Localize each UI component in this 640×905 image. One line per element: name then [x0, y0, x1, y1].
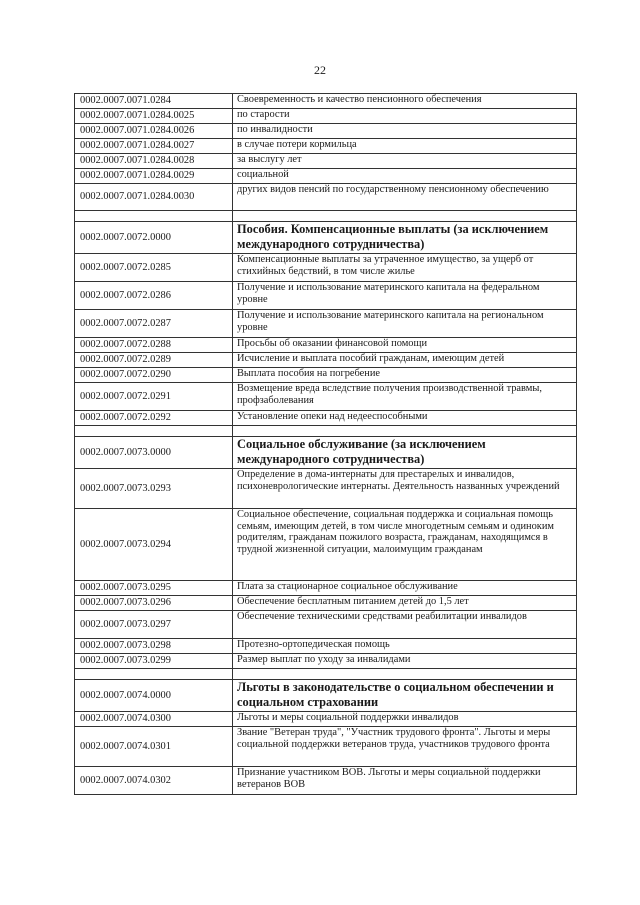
row-code: 0002.0007.0073.0294	[75, 509, 233, 581]
table-row	[75, 139, 577, 154]
row-title: Плата за стационарное социальное обслуживание	[233, 581, 577, 596]
row-title: Обеспечение техническими средствами реабилитации инвалидов	[233, 611, 577, 639]
row-code: 0002.0007.0071.0284.0028	[75, 154, 233, 169]
table-row	[75, 154, 577, 169]
page-number: 22	[314, 63, 326, 77]
row-title: Льготы и меры социальной поддержки инвалидов	[233, 712, 577, 727]
row-code: 0002.0007.0073.0296	[75, 596, 233, 611]
row-title: за выслугу лет	[233, 154, 577, 169]
section-code: 0002.0007.0074.0000	[75, 680, 233, 712]
row-code: 0002.0007.0072.0292	[75, 411, 233, 426]
row-title: Выплата пособия на погребение	[233, 368, 577, 383]
row-title: Получение и использование материнского капитала на федеральном уровне	[233, 282, 577, 310]
row-code: 0002.0007.0071.0284.0029	[75, 169, 233, 184]
row-code: 0002.0007.0072.0287	[75, 310, 233, 338]
row-code: 0002.0007.0071.0284.0030	[75, 184, 233, 211]
section-title: Пособия. Компенсационные выплаты (за исключением международного сотрудничества)	[233, 222, 577, 254]
row-code: 0002.0007.0072.0286	[75, 282, 233, 310]
table-row	[75, 94, 577, 109]
table-row	[75, 767, 577, 795]
table-row	[75, 611, 577, 639]
row-title: Признание участником ВОВ. Льготы и меры социальной поддержки ветеранов ВОВ	[233, 767, 577, 795]
row-title: Получение и использование материнского капитала на региональном уровне	[233, 310, 577, 338]
row-title: Размер выплат по уходу за инвалидами	[233, 654, 577, 669]
row-title: Своевременность и качество пенсионного обеспечения	[233, 94, 577, 109]
table-row	[75, 509, 577, 581]
row-code: 0002.0007.0074.0301	[75, 727, 233, 767]
table-row	[75, 368, 577, 383]
row-title: в случае потери кормильца	[233, 139, 577, 154]
table-row	[75, 124, 577, 139]
row-code: 0002.0007.0073.0295	[75, 581, 233, 596]
table-row	[75, 581, 577, 596]
section-row	[75, 222, 577, 254]
section-row	[75, 437, 577, 469]
row-title: других видов пенсий по государственному пенсионному обеспечению	[233, 184, 577, 211]
row-title: Протезно-ортопедическая помощь	[233, 639, 577, 654]
row-title: Установление опеки над недееспособными	[233, 411, 577, 426]
table-row	[75, 383, 577, 411]
row-code: 0002.0007.0072.0288	[75, 338, 233, 353]
row-title: Просьбы об оказании финансовой помощи	[233, 338, 577, 353]
table-row	[75, 639, 577, 654]
row-code: 0002.0007.0072.0291	[75, 383, 233, 411]
row-code: 0002.0007.0071.0284	[75, 94, 233, 109]
table-row	[75, 469, 577, 509]
row-title: Определение в дома-интернаты для престарелых и инвалидов, психоневрологические интернаты. Деятельность названных учреждений	[233, 469, 577, 509]
row-code: 0002.0007.0074.0302	[75, 767, 233, 795]
row-code: 0002.0007.0073.0299	[75, 654, 233, 669]
table-row	[75, 353, 577, 368]
row-title: Социальное обеспечение, социальная поддержка и социальная помощь семьям, имеющим детей, в том числе многодетным семьям и одиноким родителям, гражданам пожилого возраста, гражданам, находящимся в трудной жизненной ситуации, малоимущим гражданам	[233, 509, 577, 581]
row-code: 0002.0007.0072.0289	[75, 353, 233, 368]
table-row	[75, 169, 577, 184]
row-code: 0002.0007.0073.0293	[75, 469, 233, 509]
row-title: Исчисление и выплата пособий гражданам, имеющим детей	[233, 353, 577, 368]
row-code: 0002.0007.0073.0298	[75, 639, 233, 654]
table-row	[75, 109, 577, 124]
row-title: Звание "Ветеран труда", "Участник трудового фронта". Льготы и меры социальной поддержки ветеранов труда, участников трудового фронта	[233, 727, 577, 767]
table-row	[75, 411, 577, 426]
spacer-row	[75, 426, 577, 437]
row-code: 0002.0007.0072.0285	[75, 254, 233, 282]
table-row	[75, 338, 577, 353]
table-row	[75, 282, 577, 310]
section-title: Социальное обслуживание (за исключением международного сотрудничества)	[233, 437, 577, 469]
table-row	[75, 654, 577, 669]
table-row	[75, 596, 577, 611]
table-row	[75, 727, 577, 767]
row-code: 0002.0007.0074.0300	[75, 712, 233, 727]
classifier-table	[74, 93, 577, 795]
row-title: Обеспечение бесплатным питанием детей до 1,5 лет	[233, 596, 577, 611]
spacer-row	[75, 669, 577, 680]
row-title: Возмещение вреда вследствие получения производственной травмы, профзаболевания	[233, 383, 577, 411]
section-code: 0002.0007.0072.0000	[75, 222, 233, 254]
row-code: 0002.0007.0071.0284.0027	[75, 139, 233, 154]
section-code: 0002.0007.0073.0000	[75, 437, 233, 469]
spacer-row	[75, 211, 577, 222]
row-title: социальной	[233, 169, 577, 184]
row-title: по старости	[233, 109, 577, 124]
table-row	[75, 712, 577, 727]
row-title: по инвалидности	[233, 124, 577, 139]
section-row	[75, 680, 577, 712]
table-row	[75, 184, 577, 211]
table-row	[75, 254, 577, 282]
row-title: Компенсационные выплаты за утраченное имущество, за ущерб от стихийных бедствий, в том числе жилье	[233, 254, 577, 282]
row-code: 0002.0007.0071.0284.0025	[75, 109, 233, 124]
row-code: 0002.0007.0072.0290	[75, 368, 233, 383]
row-code: 0002.0007.0073.0297	[75, 611, 233, 639]
row-code: 0002.0007.0071.0284.0026	[75, 124, 233, 139]
section-title: Льготы в законодательстве о социальном обеспечении и социальном страховании	[233, 680, 577, 712]
table-row	[75, 310, 577, 338]
